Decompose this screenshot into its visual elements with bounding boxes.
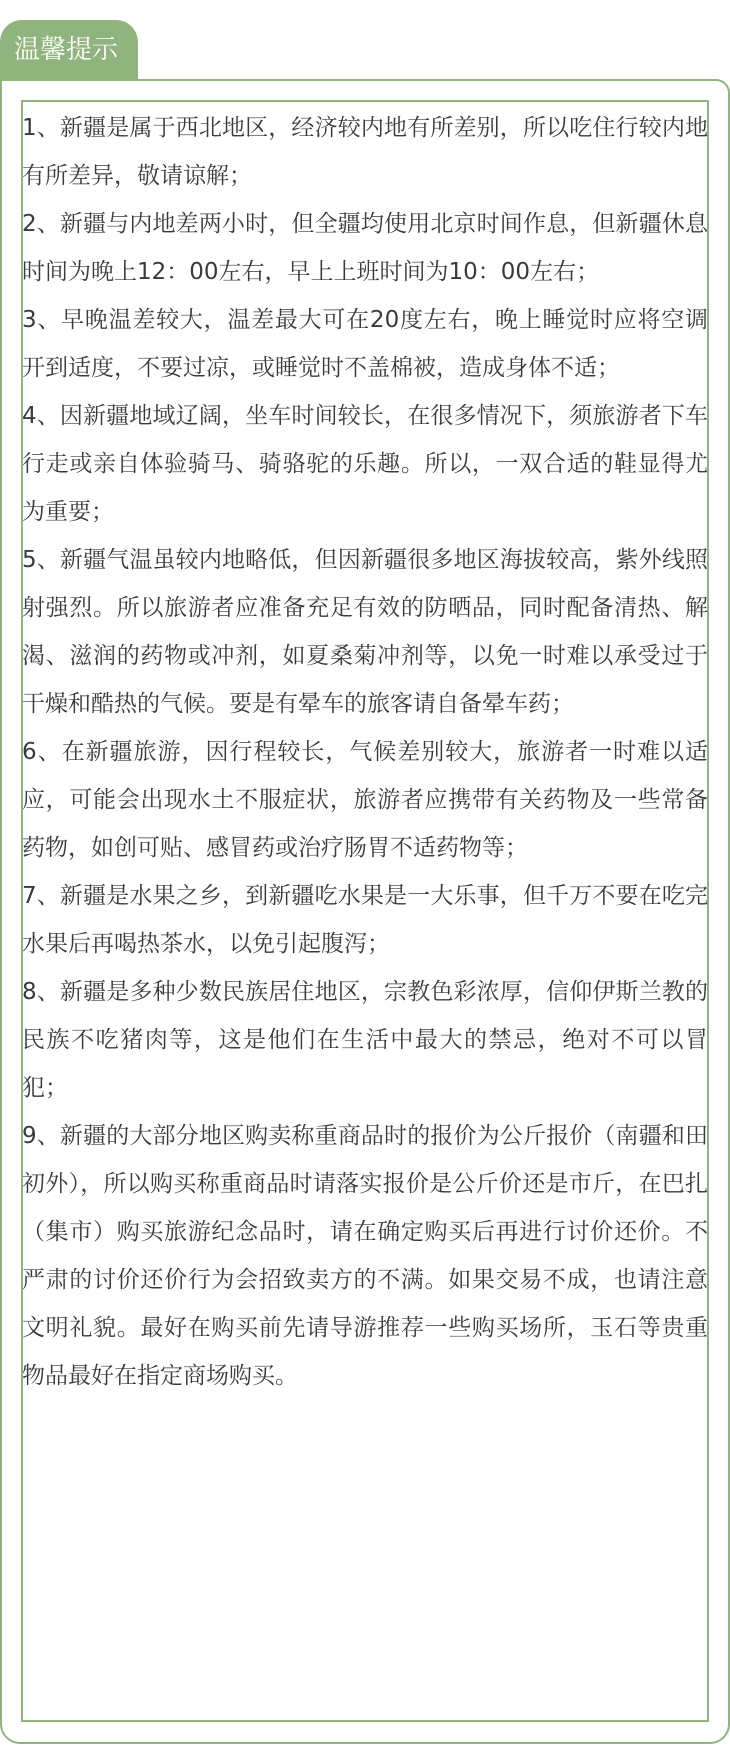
tip-item-9: 9、新疆的大部分地区购卖称重商品时的报价为公斤报价（南疆和田初外），所以购买称重商品时请落实报价是公斤价还是市斤，在巴扎（集市）购买旅游纪念品时，请在确定购买后再进行讨价还价。不严肃的讨价还价行为会招致卖方的不满。如果交易不成，也请注意文明礼貌。最好在购买前先请导游推荐一些购买场所，玉石等贵重物品最好在指定商场购买。 — [22, 1123, 708, 1389]
tip-item-8: 8、新疆是多种少数民族居住地区，宗教色彩浓厚，信仰伊斯兰教的民族不吃猪肉等，这是他们在生活中最大的禁忌，绝对不可以冒犯； — [22, 979, 708, 1101]
tip-item-1: 1、新疆是属于西北地区，经济较内地有所差别，所以吃住行较内地有所差异，敬请谅解； — [22, 115, 708, 189]
tip-item-2: 2、新疆与内地差两小时，但全疆均使用北京时间作息，但新疆休息时间为晚上12：00左右，早上上班时间为10：00左右； — [22, 211, 708, 285]
tip-item-4: 4、因新疆地域辽阔，坐车时间较长，在很多情况下，须旅游者下车行走或亲自体验骑马、骑骆驼的乐趣。所以，一双合适的鞋显得尤为重要； — [22, 403, 708, 525]
tip-item-3: 3、早晚温差较大，温差最大可在20度左右，晚上睡觉时应将空调开到适度，不要过凉，或睡觉时不盖棉被，造成身体不适； — [22, 307, 708, 381]
tips-header-label: 温馨提示 — [14, 35, 119, 65]
tip-item-6: 6、在新疆旅游，因行程较长，气候差别较大，旅游者一时难以适应，可能会出现水土不服症状，旅游者应携带有关药物及一些常备药物，如创可贴、感冒药或治疗肠胃不适药物等； — [22, 739, 708, 861]
tip-item-5: 5、新疆气温虽较内地略低，但因新疆很多地区海拔较高，紫外线照射强烈。所以旅游者应准备充足有效的防晒品，同时配备清热、解渴、滋润的药物或冲剂，如夏桑菊冲剂等，以免一时难以承受过于干燥和酷热的气候。要是有晕车的旅客请自备晕车药； — [22, 547, 708, 717]
tip-item-7: 7、新疆是水果之乡，到新疆吃水果是一大乐事，但千万不要在吃完水果后再喝热茶水，以免引起腹泻； — [22, 883, 708, 957]
tips-header-tab — [0, 20, 138, 80]
tips-list — [22, 104, 708, 1400]
